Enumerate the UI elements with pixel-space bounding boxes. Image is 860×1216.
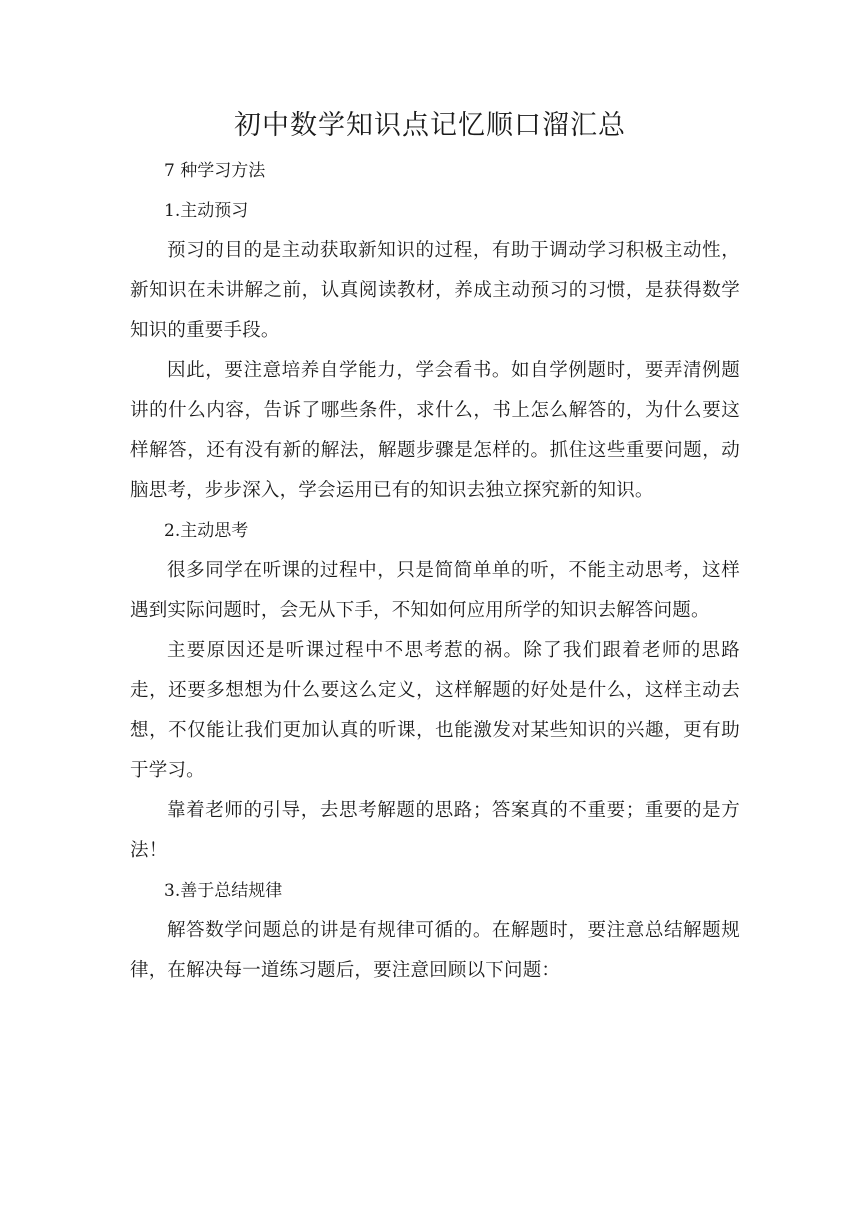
section-heading-methods: 7 种学习方法 (164, 161, 266, 181)
paragraph-main-reason: 主要原因还是听课过程中不思考惹的祸。除了我们跟着老师的思路走，还要多想想为什么要这么定义，这样解题的好处是什么，这样主动去想，不仅能让我们更加认真的听课，也能激发对某些知识的兴趣，更有助于学习。 (130, 640, 740, 781)
paragraph-listening: 很多同学在听课的过程中，只是简简单单的听，不能主动思考，这样遇到实际问题时，会无从下手，不知如何应用所学的知识去解答问题。 (130, 560, 740, 621)
document-title: 初中数学知识点记忆顺口溜汇总 (234, 110, 626, 141)
section-heading-preview: 1.主动预习 (164, 201, 249, 221)
section-heading-summarize: 3.善于总结规律 (164, 881, 283, 901)
paragraph-self-study: 因此，要注意培养自学能力，学会看书。如自学例题时，要弄清例题讲的什么内容，告诉了哪些条件，求什么，书上怎么解答的，为什么要这样解答，还有没有新的解法，解题步骤是怎样的。抓住这些重要问题，动脑思考，步步深入，学会运用已有的知识去独立探究新的知识。 (130, 360, 740, 501)
paragraph-rules: 解答数学问题总的讲是有规律可循的。在解题时，要注意总结解题规律，在解决每一道练习题后，要注意回顾以下问题： (130, 920, 740, 981)
document-body (130, 151, 740, 991)
paragraph-teacher-guidance: 靠着老师的引导，去思考解题的思路；答案真的不重要；重要的是方法！ (130, 800, 740, 861)
section-heading-thinking: 2.主动思考 (164, 521, 249, 541)
paragraph-preview-purpose: 预习的目的是主动获取新知识的过程，有助于调动学习积极主动性，新知识在未讲解之前，认真阅读教材，养成主动预习的习惯，是获得数学知识的重要手段。 (130, 240, 740, 341)
